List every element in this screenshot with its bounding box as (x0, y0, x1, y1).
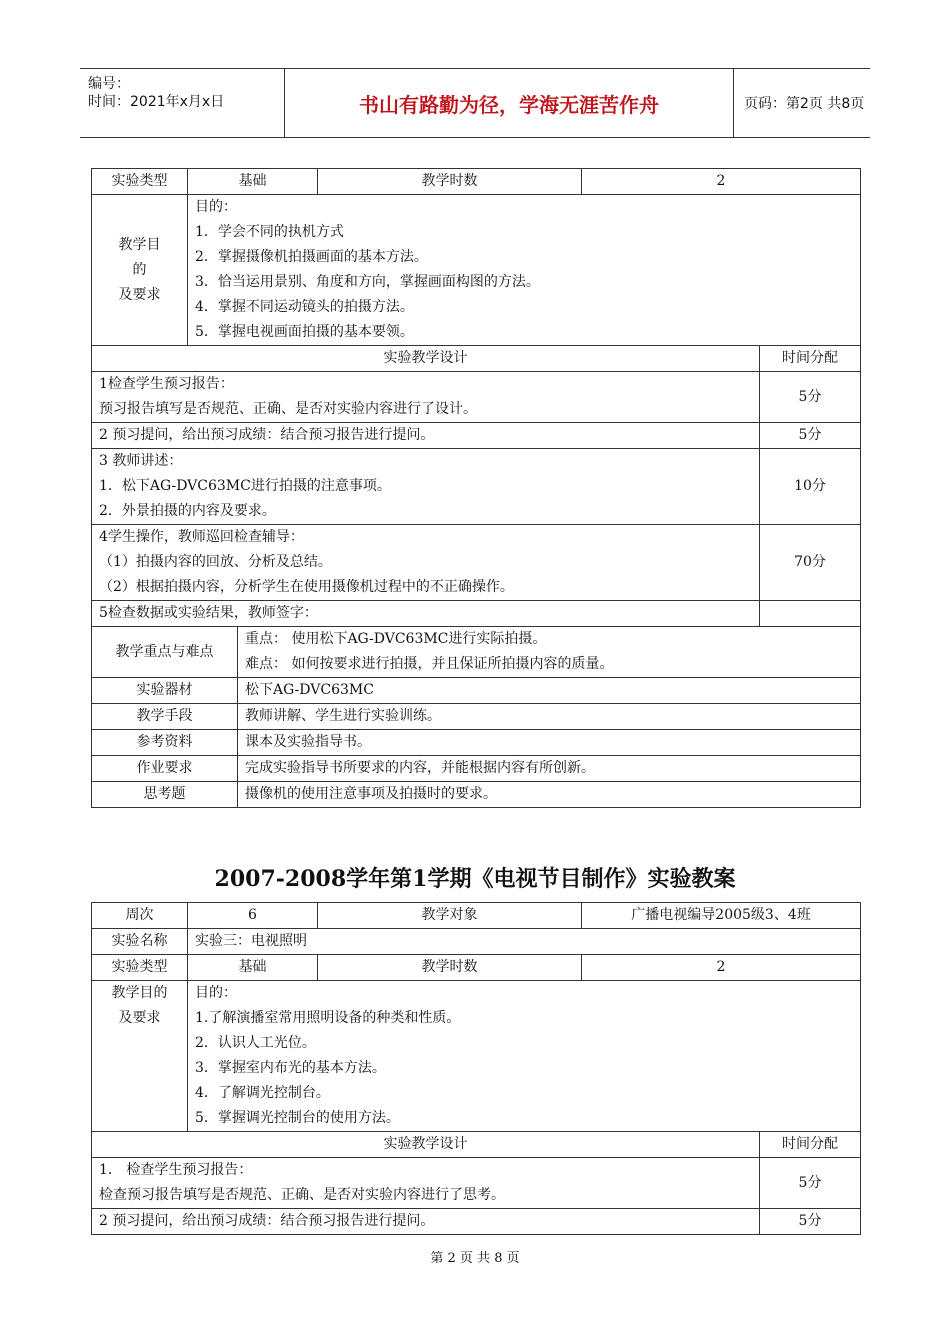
step-2-time: 5分 (760, 1209, 861, 1235)
step-4: 4学生操作，教师巡回检查辅导： （1）拍摄内容的回放、分析及总结。 （2）根据拍摄内容，分析学生在使用摄像机过程中的不正确操作。 (92, 525, 760, 601)
goal-content (188, 195, 861, 346)
hours-value: 2 (582, 955, 861, 981)
header-meta (80, 69, 285, 137)
step-2: 2 预习提问，给出预习成绩：结合预习报告进行提问。 (92, 1209, 760, 1235)
step-1: 1． 检查学生预习报告： 检查预习报告填写是否规范、正确、是否对实验内容进行了思考。 (92, 1158, 760, 1209)
hours-label: 教学时数 (318, 955, 582, 981)
section-title: 2007-2008学年第1学期《电视节目制作》实验教案 (214, 866, 736, 892)
header-code: 编号： (88, 76, 130, 92)
page-header (80, 68, 870, 138)
target-label: 教学对象 (318, 903, 582, 929)
goal-label: 教学目 的 及要求 (92, 195, 188, 346)
goal-line: 2．掌握摄像机拍摄画面的基本方法。 (195, 249, 428, 265)
goal-line: 1．学会不同的执机方式 (195, 224, 344, 240)
target-value: 广播电视编导2005级3、4班 (582, 903, 861, 929)
type-label: 实验类型 (92, 955, 188, 981)
goal-line: 目的： (195, 985, 237, 1001)
reference-value: 课本及实验指导书。 (238, 730, 861, 756)
step-4-time: 70分 (760, 525, 861, 601)
key-points-label: 教学重点与难点 (92, 627, 238, 678)
question-value: 摄像机的使用注意事项及拍摄时的要求。 (238, 782, 861, 808)
type-value: 基础 (188, 169, 318, 195)
goal-line: 4．了解调光控制台。 (195, 1085, 330, 1101)
header-motto: 书山有路勤为径，学海无涯苦作舟 (285, 69, 734, 137)
step-5-time (760, 601, 861, 627)
week-label: 周次 (92, 903, 188, 929)
step-1-time: 5分 (760, 1158, 861, 1209)
header-date: 时间：2021年x月x日 (88, 94, 225, 110)
lesson-plan-table-1 (91, 168, 861, 808)
type-value: 基础 (188, 955, 318, 981)
step-1: 1检查学生预习报告： 预习报告填写是否规范、正确、是否对实验内容进行了设计。 (92, 372, 760, 423)
goal-line: 3．恰当运用景别、角度和方向，掌握画面构图的方法。 (195, 274, 540, 290)
goal-line: 目的： (195, 199, 237, 215)
lesson-plan-table-2 (91, 902, 861, 1235)
equipment-value: 松下AG-DVC63MC (238, 678, 861, 704)
homework-value: 完成实验指导书所要求的内容，并能根据内容有所创新。 (238, 756, 861, 782)
goal-line: 2．认识人工光位。 (195, 1035, 316, 1051)
reference-label: 参考资料 (92, 730, 238, 756)
time-header: 时间分配 (760, 346, 861, 372)
page-footer: 第 2 页 共 8 页 (430, 1251, 520, 1266)
step-5: 5检查数据或实验结果，教师签字： (92, 601, 760, 627)
week-value: 6 (188, 903, 318, 929)
step-3: 3 教师讲述： 1．松下AG-DVC63MC进行拍摄的注意事项。 2．外景拍摄的内容及要求。 (92, 449, 760, 525)
goal-content (188, 981, 861, 1132)
question-label: 思考题 (92, 782, 238, 808)
homework-label: 作业要求 (92, 756, 238, 782)
design-header: 实验教学设计 (92, 1132, 760, 1158)
method-label: 教学手段 (92, 704, 238, 730)
goal-line: 5．掌握电视画面拍摄的基本要领。 (195, 324, 414, 340)
experiment-name-value: 实验三：电视照明 (188, 929, 861, 955)
goal-line: 5．掌握调光控制台的使用方法。 (195, 1110, 400, 1126)
experiment-name-label: 实验名称 (92, 929, 188, 955)
goal-label: 教学目的 及要求 (92, 981, 188, 1132)
design-header: 实验教学设计 (92, 346, 760, 372)
step-3-time: 10分 (760, 449, 861, 525)
header-page-number: 页码：第2页 共8页 (744, 96, 865, 112)
step-2-time: 5分 (760, 423, 861, 449)
step-1-time: 5分 (760, 372, 861, 423)
goal-line: 4．掌握不同运动镜头的拍摄方法。 (195, 299, 414, 315)
key-points-content: 重点： 使用松下AG-DVC63MC进行实际拍摄。 难点： 如何按要求进行拍摄，并且保证所拍摄内容的质量。 (238, 627, 861, 678)
hours-value: 2 (582, 169, 861, 195)
goal-line: 1.了解演播室常用照明设备的种类和性质。 (195, 1010, 461, 1026)
method-value: 教师讲解、学生进行实验训练。 (238, 704, 861, 730)
hours-label: 教学时数 (318, 169, 582, 195)
type-label: 实验类型 (92, 169, 188, 195)
goal-line: 3．掌握室内布光的基本方法。 (195, 1060, 386, 1076)
equipment-label: 实验器材 (92, 678, 238, 704)
time-header: 时间分配 (760, 1132, 861, 1158)
step-2: 2 预习提问，给出预习成绩：结合预习报告进行提问。 (92, 423, 760, 449)
